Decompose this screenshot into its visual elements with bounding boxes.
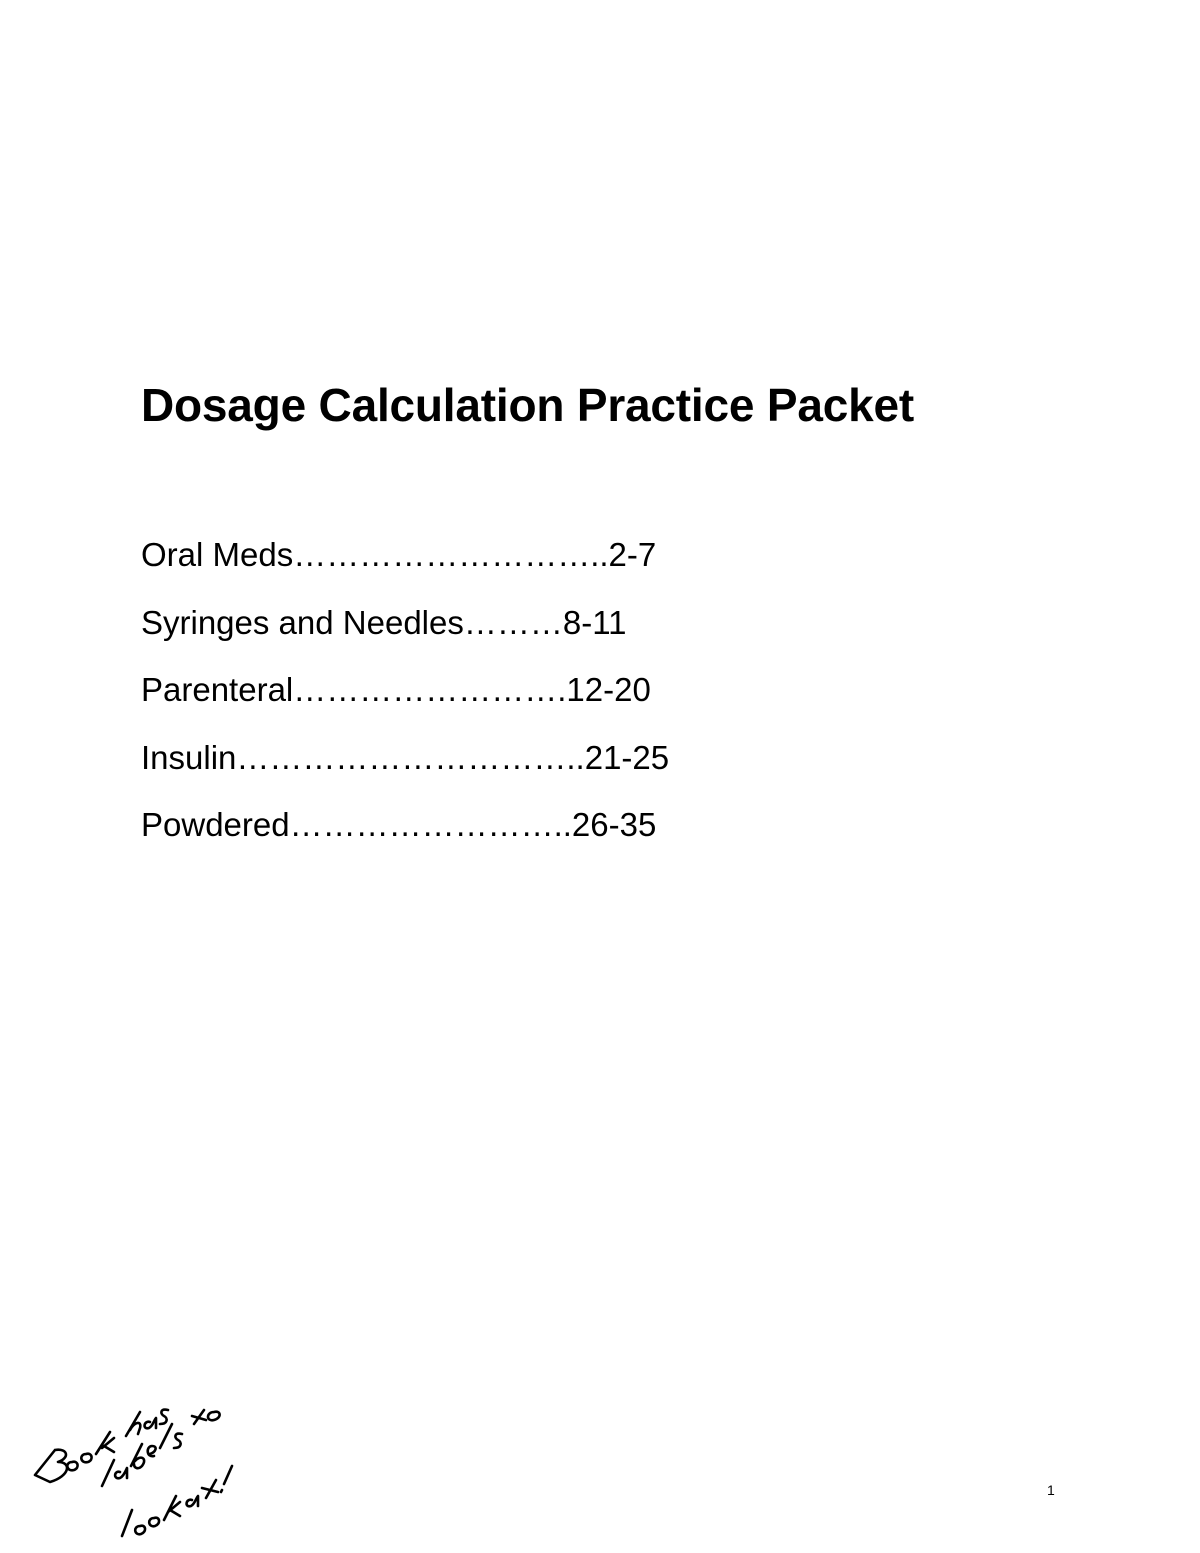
handwritten-line-3 xyxy=(122,1466,232,1536)
table-of-contents xyxy=(141,532,669,870)
toc-entry-insulin: Insulin…………………………..21-25 xyxy=(141,738,670,776)
toc-entry-powdered: Powdered……………………..26-35 xyxy=(141,806,657,843)
toc-entry-syringes-and-needles: Syringes and Needles………8-11 xyxy=(141,603,627,641)
page-title: Dosage Calculation Practice Packet xyxy=(141,379,914,431)
page-number: 1 xyxy=(1047,1482,1055,1498)
handwritten-note xyxy=(10,1350,250,1550)
toc-entry-oral-meds: Oral Meds………………………..2-7 xyxy=(141,536,657,573)
handwritten-line-2 xyxy=(102,1410,220,1486)
handwritten-line-1 xyxy=(35,1410,168,1482)
toc-entry-parenteral: Parenteral…………………….12-20 xyxy=(141,671,651,708)
